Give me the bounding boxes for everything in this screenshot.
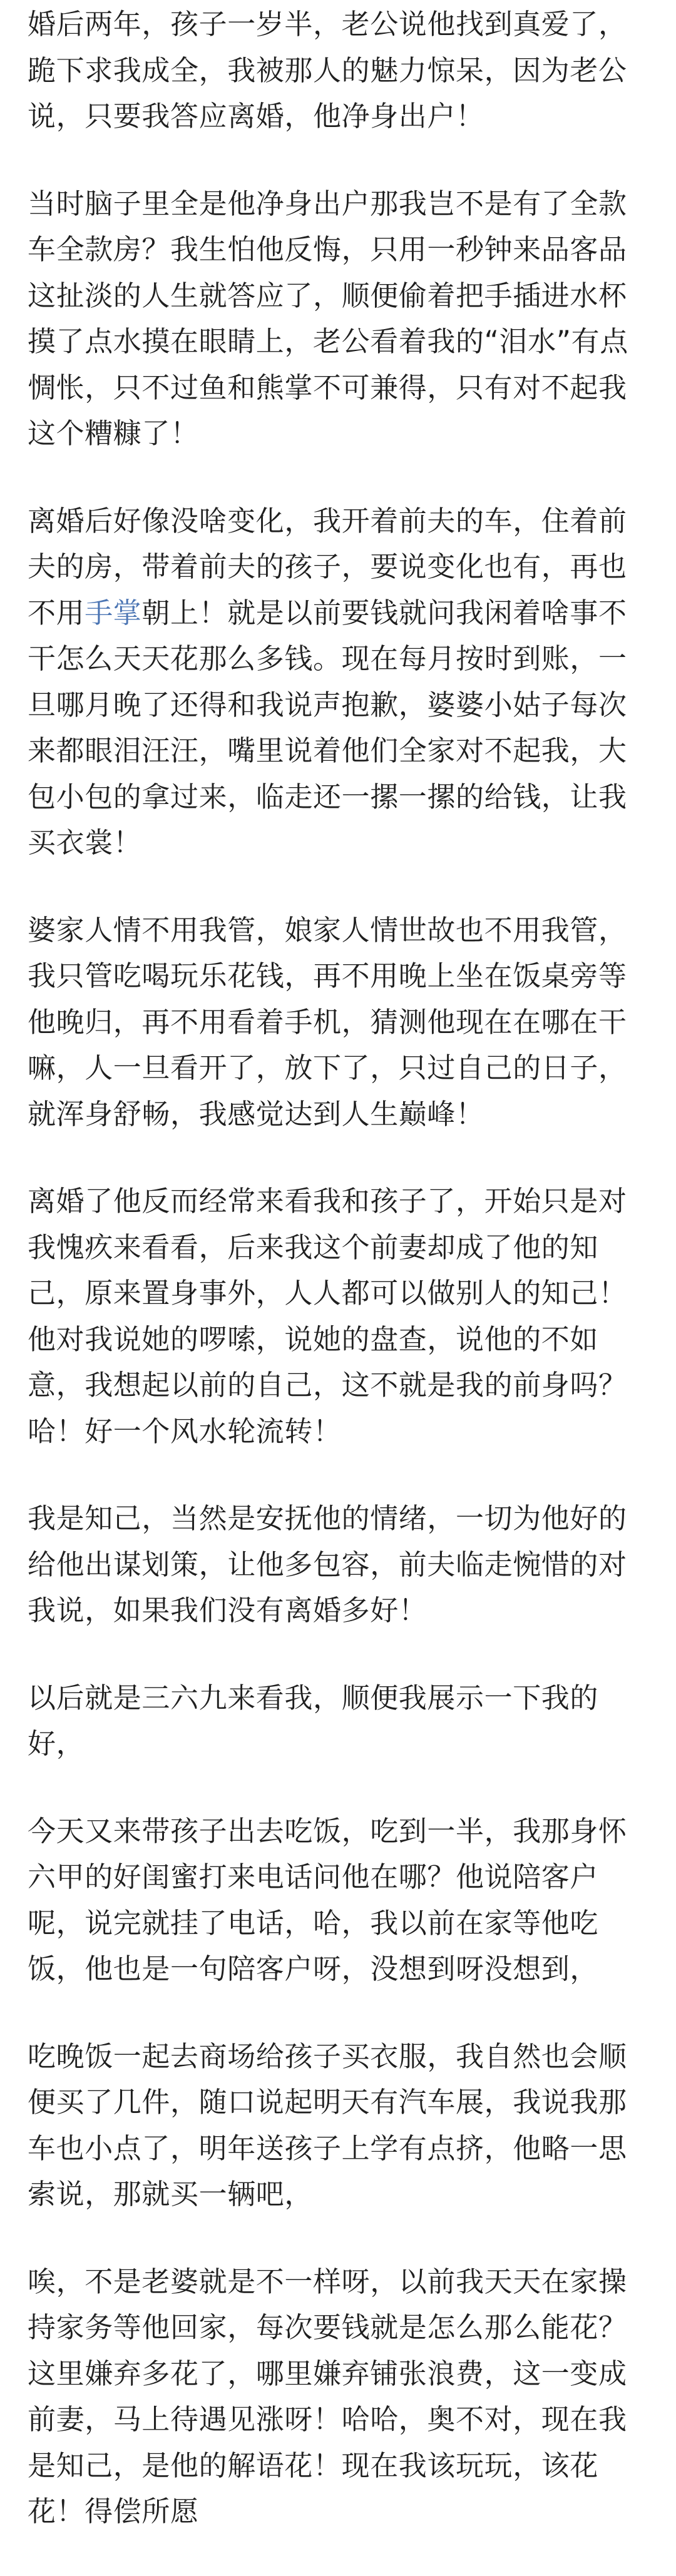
paragraph-3-text-after: 朝上！就是以前要钱就问我闲着啥事不干怎么天天花那么多钱。现在每月按时到账，一旦哪月晚了还得和我说声抱歉，婆婆小姑子每次来都眼泪汪汪，嘴里说着他们全家对不起我，大包小包的拿过来，临走还一摞一摞的给钱，让我买衣裳！ (28, 596, 627, 859)
paragraph-9: 吃晚饭一起去商场给孩子买衣服，我自然也会顺便买了几件，随口说起明天有汽车展，我说我那车也小点了，明年送孩子上学有点挤，他略一思索说，那就买一辆吧， (28, 2039, 627, 2211)
paragraph-7: 以后就是三六九来看我，顺便我展示一下我的好， (28, 1681, 599, 1760)
keyword-link[interactable]: 手掌 (84, 596, 142, 629)
article-body (28, 1, 653, 2576)
paragraph-3 (28, 498, 653, 866)
paragraph-10: 唉，不是老婆就是不一样呀，以前我天天在家操持家务等他回家，每次要钱就是怎么那么能花？这里嫌弃多花了，哪里嫌弃铺张浪费，这一变成前妻，马上待遇见涨呀！哈哈，奥不对，现在我是知己，是他的解语花！现在我该玩玩，该花花！得偿所愿 (28, 2264, 627, 2528)
paragraph-8: 今天又来带孩子出去吃饭，吃到一半，我那身怀六甲的好闺蜜打来电话问他在哪？他说陪客户呢，说完就挂了电话，哈，我以前在家等他吃饭，他也是一句陪客户呀，没想到呀没想到， (28, 1814, 627, 1985)
paragraph-5: 离婚了他反而经常来看我和孩子了，开始只是对我愧疚来看看，后来我这个前妻却成了他的知己，原来置身事外，人人都可以做别人的知己！他对我说她的啰嗦，说她的盘查，说他的不如意，我想起以前的自己，这不就是我的前身吗？哈！好一个风水轮流转！ (28, 1184, 627, 1448)
paragraph-2: 当时脑子里全是他净身出户那我岂不是有了全款车全款房？我生怕他反悔，只用一秒钟来品客品这扯淡的人生就答应了，顺便偷着把手插进水杯摸了点水摸在眼睛上，老公看着我的“泪水”有点惆怅，只不过鱼和熊掌不可兼得，只有对不起我这个糟糠了！ (28, 186, 628, 450)
paragraph-4: 婆家人情不用我管，娘家人情世故也不用我管，我只管吃喝玩乐花钱，再不用晚上坐在饭桌旁等他晚归，再不用看着手机，猜测他现在在哪在干嘛，人一旦看开了，放下了，只过自己的日子，就浑身舒畅，我感觉达到人生巅峰！ (28, 913, 627, 1131)
paragraph-3-text-before: 离婚后好像没啥变化，我开着前夫的车，住着前夫的房，带着前夫的孩子，要说变化也有，再也不用 (28, 504, 627, 629)
paragraph-6: 我是知己，当然是安抚他的情绪，一切为他好的给他出谋划策，让他多包容，前夫临走惋惜的对我说，如果我们没有离婚多好！ (28, 1502, 627, 1627)
paragraph-1: 婚后两年，孩子一岁半，老公说他找到真爱了，跪下求我成全，我被那人的魅力惊呆，因为老公说，只要我答应离婚，他净身出户！ (28, 8, 627, 133)
